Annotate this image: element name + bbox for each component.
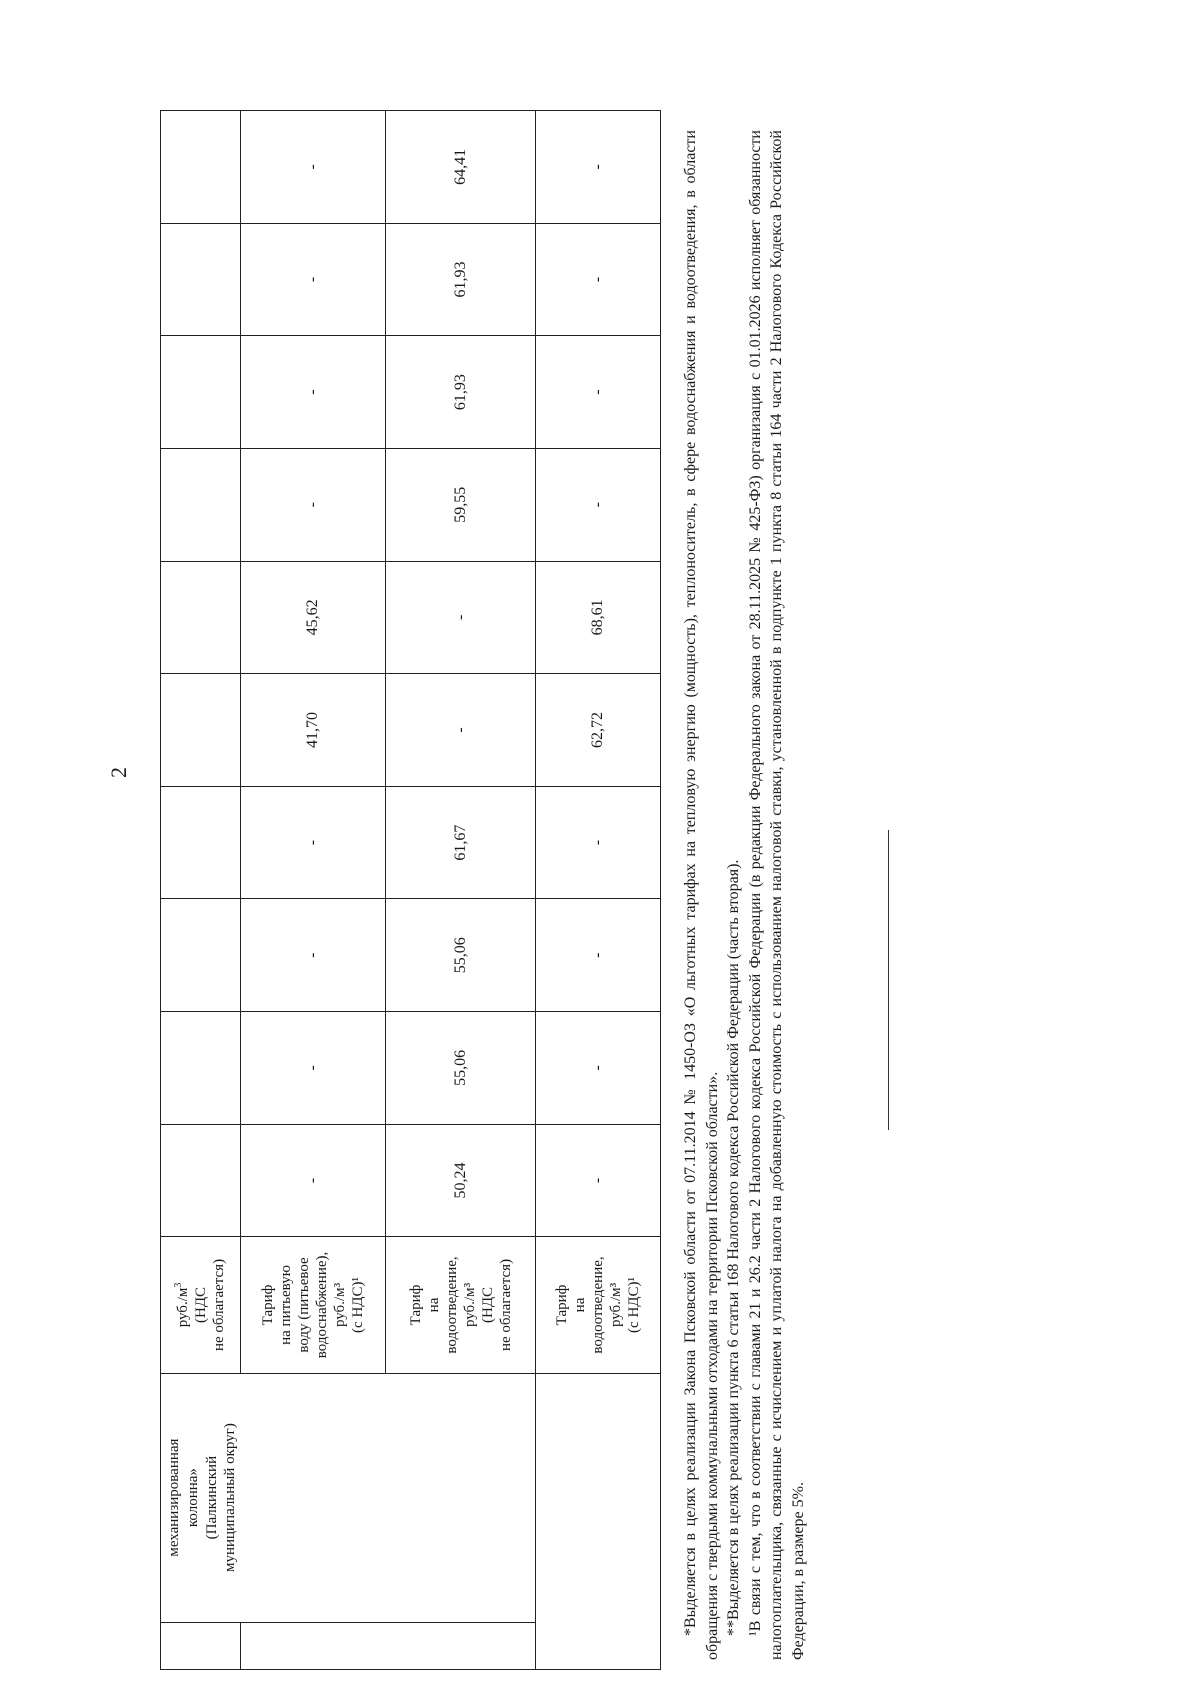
org-line: колонна» [184,1468,201,1528]
footnote-regional-law: *Выделяется в целях реализации Закона Псковской области от 07.11.2014 № 1450-ОЗ «О льготных тарифах на тепловую энергию (мощность), теплоноситель, в сфере водоснабжения и водоотведения, в области обращения с твердыми коммунальными отходами на территории Псковской области». [682,130,721,1660]
row-label-line: Тариф [407,1284,424,1326]
tariff-value-cell: - [536,786,661,899]
row-label-line: руб./м³ [608,1282,624,1328]
closing-divider-line [888,830,889,1130]
tariff-value-cell: 50,24 [386,1124,536,1237]
row-label-line: на [572,1297,588,1313]
tariff-value-cell: - [536,899,661,1012]
row-label-line: водоотведение, [590,1256,606,1354]
table-cell-empty [161,1012,241,1125]
tariff-value-cell: 59,55 [386,448,536,561]
tariff-value-cell: 64,41 [386,111,536,224]
tariff-value-cell: - [536,111,661,224]
row-label-line: на питьевую [278,1265,294,1345]
row-label-line: водоснабжение), [314,1251,330,1359]
unit-label-line: не облагается) [211,1258,227,1352]
tariff-value-cell: - [536,223,661,336]
org-line: (Палкинский [203,1455,220,1540]
table-cell-empty [161,561,241,674]
unit-label-line: (НДС [193,1286,209,1323]
footnote-tax-code: **Выделяется в целях реализации пункта 6 статьи 168 Налогового кодекса Российской Федерации (часть вторая). [725,859,743,1636]
table-cell-empty [161,111,241,224]
organization-name-cell [161,1373,536,1622]
table-row-wastewater-vat [536,111,661,1670]
tariff-value-cell: - [241,1012,386,1125]
table-cell-empty [161,899,241,1012]
tariff-value-cell: - [536,1012,661,1125]
table-cell-empty [161,223,241,336]
tariff-table [160,110,661,1670]
table-cell-empty [241,1622,536,1669]
row-label-cell [386,1237,536,1373]
row-label-line: Тариф [260,1284,276,1326]
row-label-line: Тариф [554,1284,570,1326]
unit-label-sup: 3 [173,1282,184,1288]
tariff-value-cell: - [536,448,661,561]
tariff-value-cell: 55,06 [386,899,536,1012]
tariff-value-cell: 55,06 [386,1012,536,1125]
row-label-line: водоотведение, [443,1256,460,1354]
tariff-value-cell: - [386,561,536,674]
row-label-line: на [425,1297,442,1313]
tariff-value-cell: - [536,1124,661,1237]
row-label-cell [536,1237,661,1373]
tariff-value-cell: 41,70 [241,674,386,787]
tariff-value-cell: - [536,336,661,449]
tariff-value-cell: - [241,111,386,224]
table-cell-empty [536,1373,661,1669]
page-number: 2 [106,767,131,778]
table-cell-empty [161,336,241,449]
table-row-unit [161,111,241,1670]
row-label-line: (с НДС)¹ [350,1276,366,1333]
tariff-value-cell: - [241,1124,386,1237]
tariff-value-cell: 61,93 [386,223,536,336]
row-label-line: руб./м³ [332,1282,348,1328]
org-line: механизированная [166,1438,182,1557]
row-label-line: воду (питьевое [296,1257,312,1353]
tariff-value-cell: 62,72 [536,674,661,787]
table-cell-empty [161,1124,241,1237]
tariff-value-cell: - [241,223,386,336]
row-label-line: руб./м³ [461,1282,478,1328]
row-label-line: не облагается) [497,1258,514,1352]
unit-label-line: руб./м [175,1287,191,1328]
tariff-value-cell: 61,67 [386,786,536,899]
tariff-value-cell: - [241,336,386,449]
tariff-value-cell: 61,93 [386,336,536,449]
tariff-value-cell: - [241,448,386,561]
table-cell-empty [161,674,241,787]
row-label-line: (НДС [479,1286,496,1323]
tariff-value-cell: 68,61 [536,561,661,674]
tariff-value-cell: - [241,786,386,899]
rotated-page-content [160,110,1100,1670]
row-label-line: (с НДС)¹ [626,1276,642,1333]
tariff-value-cell: - [241,899,386,1012]
row-label-cell [241,1237,386,1373]
org-line: муниципальный округ) [222,1423,239,1573]
unit-label-cell [161,1237,241,1373]
table-cell-empty [161,448,241,561]
footnotes [680,130,810,1660]
footnote-vat: ¹В связи с тем, что в соответствии с главами 21 и 26.2 части 2 Налогового кодекса Российской Федерации (в редакции Федерального закона от 28.11.2025 № 425-ФЗ) организация с 01.01.2026 исполняет обязанности налогоплательщика, связанные с исчислением и уплатой налога на добавленную стоимость с использованием налоговой ставки, установленной в подпункте 1 пункта 8 статьи 164 части 2 Налогового Кодекса Российской Федерации, в размере 5%. [746,130,807,1660]
tariff-value-cell: 45,62 [241,561,386,674]
table-cell-empty [161,1622,241,1669]
table-cell-empty [161,786,241,899]
tariff-value-cell: - [386,674,536,787]
